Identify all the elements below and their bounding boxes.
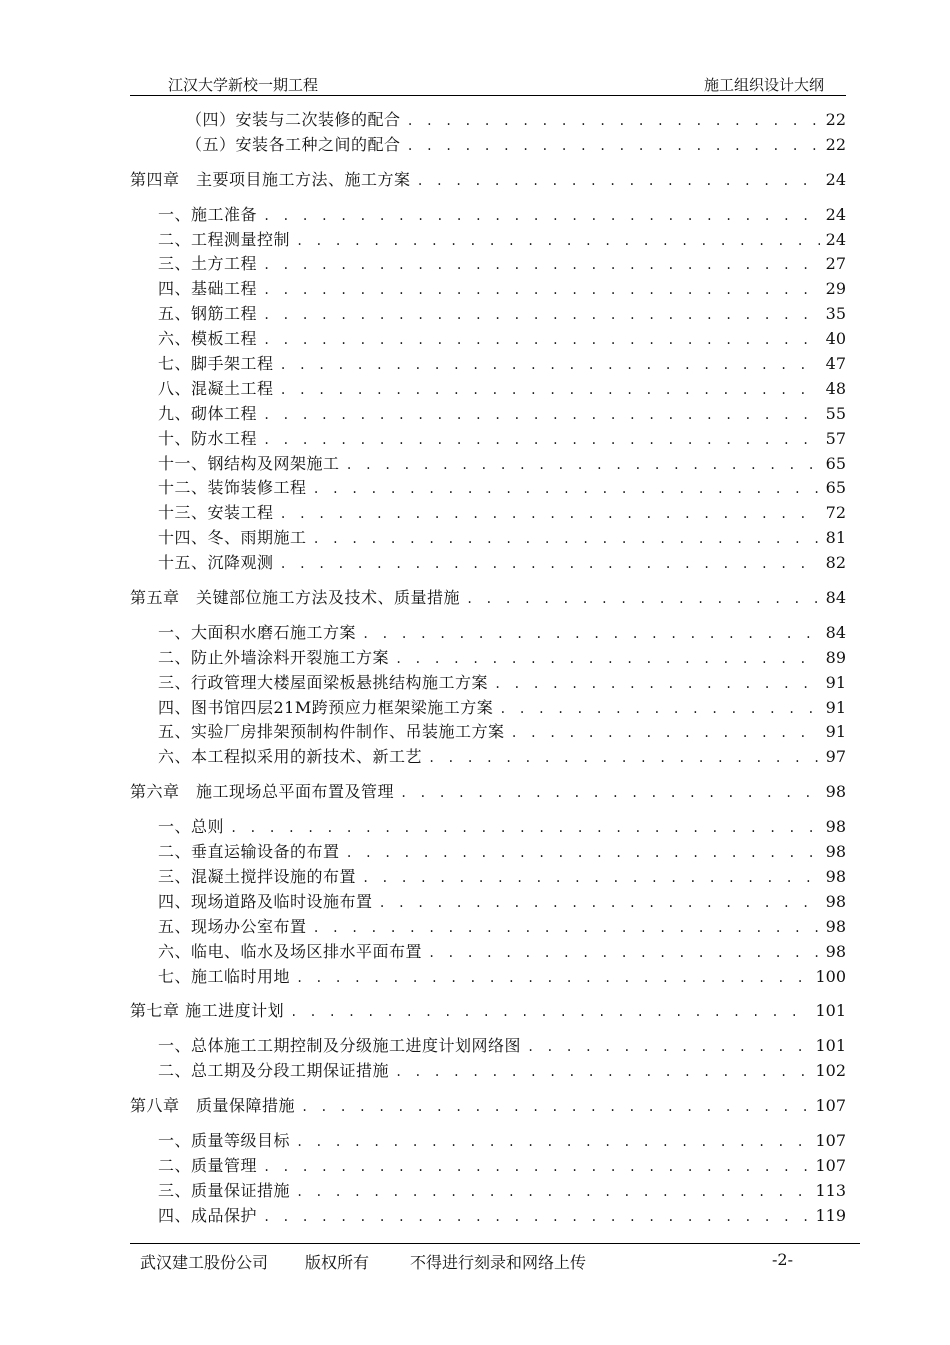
- header-document-title: 施工组织设计大纲: [703, 76, 824, 94]
- toc-entry[interactable]: [130, 745, 846, 770]
- toc-chapter-entry[interactable]: [130, 586, 846, 611]
- toc-dot-leader: [313, 916, 820, 941]
- toc-entry[interactable]: [130, 696, 846, 721]
- toc-dot-leader: [263, 303, 820, 328]
- toc-dot-leader: [263, 278, 820, 303]
- toc-entry[interactable]: [130, 452, 846, 477]
- toc-entry-title: 六、模板工程: [158, 329, 258, 349]
- toc-entry-title: 三、土方工程: [158, 254, 258, 274]
- toc-entry-page: 98: [825, 941, 846, 961]
- toc-entry-title: 一、大面积水磨石施工方案: [158, 622, 357, 642]
- toc-entry-title: 三、质量保证措施: [158, 1180, 291, 1200]
- toc-entry[interactable]: [130, 815, 846, 840]
- toc-entry-title: 五、钢筋工程: [158, 304, 258, 324]
- toc-entry-page: 24: [825, 204, 846, 224]
- toc-entry-title: （五）安装各工种之间的配合: [186, 134, 401, 154]
- toc-entry-title: （四）安装与二次装修的配合: [186, 110, 401, 129]
- toc-dot-leader: [511, 721, 820, 746]
- toc-entry[interactable]: [130, 1179, 846, 1204]
- toc-dot-leader: [290, 1000, 809, 1025]
- toc-dot-leader: [263, 1205, 809, 1230]
- toc-entry-page: 91: [825, 697, 846, 717]
- toc-entry-page: 55: [825, 403, 846, 423]
- toc-entry-page: 98: [825, 866, 846, 886]
- toc-entry[interactable]: [130, 352, 846, 377]
- toc-entry[interactable]: [130, 840, 846, 865]
- toc-entry-title: 一、总则: [158, 817, 225, 837]
- toc-entry-title: 十五、沉降观测: [158, 553, 274, 573]
- toc-entry-page: 107: [815, 1096, 846, 1116]
- toc-entry[interactable]: [130, 327, 846, 352]
- toc-entry-title: 九、砌体工程: [158, 403, 258, 423]
- toc-dot-leader: [407, 109, 820, 134]
- toc-dot-leader: [499, 697, 819, 722]
- toc-entry-page: 24: [825, 169, 846, 189]
- toc-entry-page: 65: [825, 453, 846, 473]
- toc-entry-title: 四、基础工程: [158, 279, 258, 299]
- toc-entry-title: 七、施工临时用地: [158, 966, 291, 986]
- toc-entry-title: 十二、装饰装修工程: [158, 478, 307, 498]
- toc-entry-title: 一、总体施工工期控制及分级施工进度计划网络图: [158, 1036, 522, 1056]
- toc-entry-title: 十、防水工程: [158, 428, 258, 448]
- toc-entry-page: 113: [815, 1180, 846, 1200]
- toc-dot-leader: [263, 204, 820, 229]
- toc-dot-leader: [280, 552, 820, 577]
- toc-entry-title: 七、脚手架工程: [158, 354, 274, 374]
- toc-entry-page: 101: [815, 1001, 846, 1021]
- toc-entry[interactable]: [130, 671, 846, 696]
- toc-dot-leader: [313, 477, 820, 502]
- toc-dot-leader: [263, 328, 820, 353]
- toc-dot-leader: [280, 378, 820, 403]
- toc-dot-leader: [527, 1035, 809, 1060]
- toc-entry-page: 81: [825, 528, 846, 548]
- toc-dot-leader: [417, 169, 820, 194]
- toc-entry[interactable]: [130, 915, 846, 940]
- toc-entry-title: 二、质量管理: [158, 1155, 258, 1175]
- toc-entry[interactable]: [130, 940, 846, 965]
- toc-dot-leader: [301, 1095, 809, 1120]
- toc-entry-title: 五、现场办公室布置: [158, 916, 307, 936]
- toc-entry[interactable]: [130, 228, 846, 253]
- toc-dot-leader: [296, 966, 809, 991]
- toc-entry-title: 二、防止外墙涂料开裂施工方案: [158, 647, 390, 667]
- page-footer: [130, 1243, 860, 1273]
- toc-entry[interactable]: [130, 1154, 846, 1179]
- toc-entry-page: 91: [825, 672, 846, 692]
- toc-entry-title: 四、图书馆四层21M跨预应力框架梁施工方案: [158, 697, 494, 717]
- toc-entry-page: 107: [815, 1130, 846, 1150]
- toc-entry-page: 102: [815, 1061, 846, 1081]
- toc-dot-leader: [407, 134, 820, 159]
- toc-dot-leader: [230, 816, 820, 841]
- toc-entry-title: 第四章 主要项目施工方法、施工方案: [130, 169, 411, 189]
- toc-entry[interactable]: [130, 377, 846, 402]
- toc-entry-page: 22: [825, 134, 846, 154]
- toc-entry-title: 第五章 关键部位施工方法及技术、质量措施: [130, 588, 461, 608]
- header-rule: [130, 95, 846, 96]
- page-header: [130, 70, 846, 96]
- toc-entry[interactable]: [130, 277, 846, 302]
- toc-entry-title: 三、行政管理大楼屋面梁板悬挑结构施工方案: [158, 672, 489, 692]
- toc-entry[interactable]: [130, 402, 846, 427]
- toc-dot-leader: [466, 587, 820, 612]
- toc-entry-page: 101: [815, 1036, 846, 1056]
- toc-entry-title: 十三、安装工程: [158, 503, 274, 523]
- toc-entry-title: 十四、冬、雨期施工: [158, 528, 307, 548]
- toc-entry-page: 57: [825, 428, 846, 448]
- toc-entry[interactable]: [130, 646, 846, 671]
- toc-entry-page: 98: [825, 842, 846, 862]
- toc-entry-page: 29: [825, 279, 846, 299]
- footer-company: 武汉建工股份公司: [140, 1253, 269, 1272]
- toc-entry-page: 107: [815, 1155, 846, 1175]
- toc-chapter-entry[interactable]: [130, 168, 846, 193]
- toc-entry-title: 四、成品保护: [158, 1205, 258, 1225]
- toc-dot-leader: [362, 622, 820, 647]
- toc-entry[interactable]: [130, 427, 846, 452]
- toc-entry-title: 四、现场道路及临时设施布置: [158, 891, 373, 911]
- toc-entry[interactable]: [130, 526, 846, 551]
- toc-entry[interactable]: [130, 501, 846, 526]
- toc-dot-leader: [362, 866, 820, 891]
- toc-dot-leader: [346, 841, 820, 866]
- toc-entry[interactable]: [130, 720, 846, 745]
- toc-entry-title: 二、总工期及分段工期保证措施: [158, 1061, 390, 1081]
- toc-dot-leader: [395, 1060, 809, 1085]
- footer-copyright: 版权所有: [305, 1253, 370, 1272]
- toc-entry-title: 一、质量等级目标: [158, 1130, 291, 1150]
- toc-entry-page: 97: [825, 747, 846, 767]
- toc-dot-leader: [395, 647, 820, 672]
- toc-dot-leader: [296, 229, 820, 254]
- toc-entry-title: 八、混凝土工程: [158, 378, 274, 398]
- toc-entry-page: 82: [825, 553, 846, 573]
- toc-entry-page: 91: [825, 722, 846, 742]
- toc-entry-title: 五、实验厂房排架预制构件制作、吊装施工方案: [158, 722, 505, 742]
- toc-dot-leader: [400, 781, 820, 806]
- toc-chapter-entry[interactable]: [130, 780, 846, 805]
- toc-entry-title: 二、工程测量控制: [158, 229, 291, 249]
- toc-entry-page: 40: [825, 329, 846, 349]
- toc-entry-title: 第七章 施工进度计划: [130, 1001, 285, 1021]
- toc-entry-page: 100: [815, 966, 846, 986]
- toc-entry-title: 六、本工程拟采用的新技术、新工艺: [158, 747, 423, 767]
- toc-entry[interactable]: [130, 1129, 846, 1154]
- toc-entry[interactable]: [130, 203, 846, 228]
- toc-entry-page: 98: [825, 817, 846, 837]
- toc-entry-page: 72: [825, 503, 846, 523]
- toc-entry-title: 第八章 质量保障措施: [130, 1096, 296, 1116]
- toc-entry-page: 65: [825, 478, 846, 498]
- toc-entry[interactable]: [130, 476, 846, 501]
- toc-entry-page: 47: [825, 354, 846, 374]
- toc-entry-page: 27: [825, 254, 846, 274]
- toc-chapter-entry[interactable]: [130, 999, 846, 1024]
- toc-chapter-entry[interactable]: [130, 1094, 846, 1119]
- footer-rule: [130, 1243, 860, 1244]
- toc-entry[interactable]: [130, 1204, 846, 1229]
- toc-entry-page: 22: [825, 110, 846, 129]
- toc-entry[interactable]: [130, 1059, 846, 1084]
- toc-entry[interactable]: [130, 621, 846, 646]
- toc-dot-leader: [263, 403, 820, 428]
- footer-page-number: -2-: [772, 1250, 793, 1269]
- header-project-title: 江汉大学新校一期工程: [168, 76, 319, 94]
- toc-entry-page: 84: [825, 622, 846, 642]
- toc-entry-title: 二、垂直运输设备的布置: [158, 842, 340, 862]
- toc-dot-leader: [263, 253, 820, 278]
- toc-entry-page: 84: [825, 588, 846, 608]
- toc-entry-title: 一、施工准备: [158, 204, 258, 224]
- toc-entry-page: 119: [815, 1205, 846, 1225]
- toc-entry-page: 89: [825, 647, 846, 667]
- table-of-contents: [130, 108, 846, 1229]
- toc-dot-leader: [263, 1155, 809, 1180]
- toc-entry-title: 第六章 施工现场总平面布置及管理: [130, 782, 395, 802]
- toc-entry-page: 48: [825, 378, 846, 398]
- toc-entry-page: 24: [825, 229, 846, 249]
- toc-entry[interactable]: [130, 865, 846, 890]
- toc-entry[interactable]: [130, 965, 846, 990]
- toc-dot-leader: [280, 353, 820, 378]
- toc-entry-page: 35: [825, 304, 846, 324]
- toc-entry[interactable]: [130, 133, 846, 158]
- toc-entry[interactable]: [130, 252, 846, 277]
- toc-dot-leader: [313, 527, 820, 552]
- toc-dot-leader: [280, 502, 820, 527]
- toc-dot-leader: [494, 672, 820, 697]
- toc-dot-leader: [296, 1180, 809, 1205]
- toc-dot-leader: [346, 453, 820, 478]
- toc-dot-leader: [296, 1130, 809, 1155]
- toc-dot-leader: [428, 746, 820, 771]
- toc-entry-title: 十一、钢结构及网架施工: [158, 453, 340, 473]
- toc-entry[interactable]: [130, 302, 846, 327]
- toc-entry[interactable]: [130, 1034, 846, 1059]
- toc-entry[interactable]: [130, 890, 846, 915]
- toc-entry-page: 98: [825, 916, 846, 936]
- toc-entry-title: 三、混凝土搅拌设施的布置: [158, 866, 357, 886]
- toc-entry-page: 98: [825, 891, 846, 911]
- toc-dot-leader: [263, 428, 820, 453]
- toc-entry[interactable]: [130, 551, 846, 576]
- toc-dot-leader: [428, 941, 820, 966]
- footer-notice: 不得进行刻录和网络上传: [410, 1253, 587, 1272]
- toc-dot-leader: [379, 891, 820, 916]
- toc-entry-page: 98: [825, 782, 846, 802]
- toc-entry-title: 六、临电、临水及场区排水平面布置: [158, 941, 423, 961]
- toc-entry[interactable]: [130, 108, 846, 133]
